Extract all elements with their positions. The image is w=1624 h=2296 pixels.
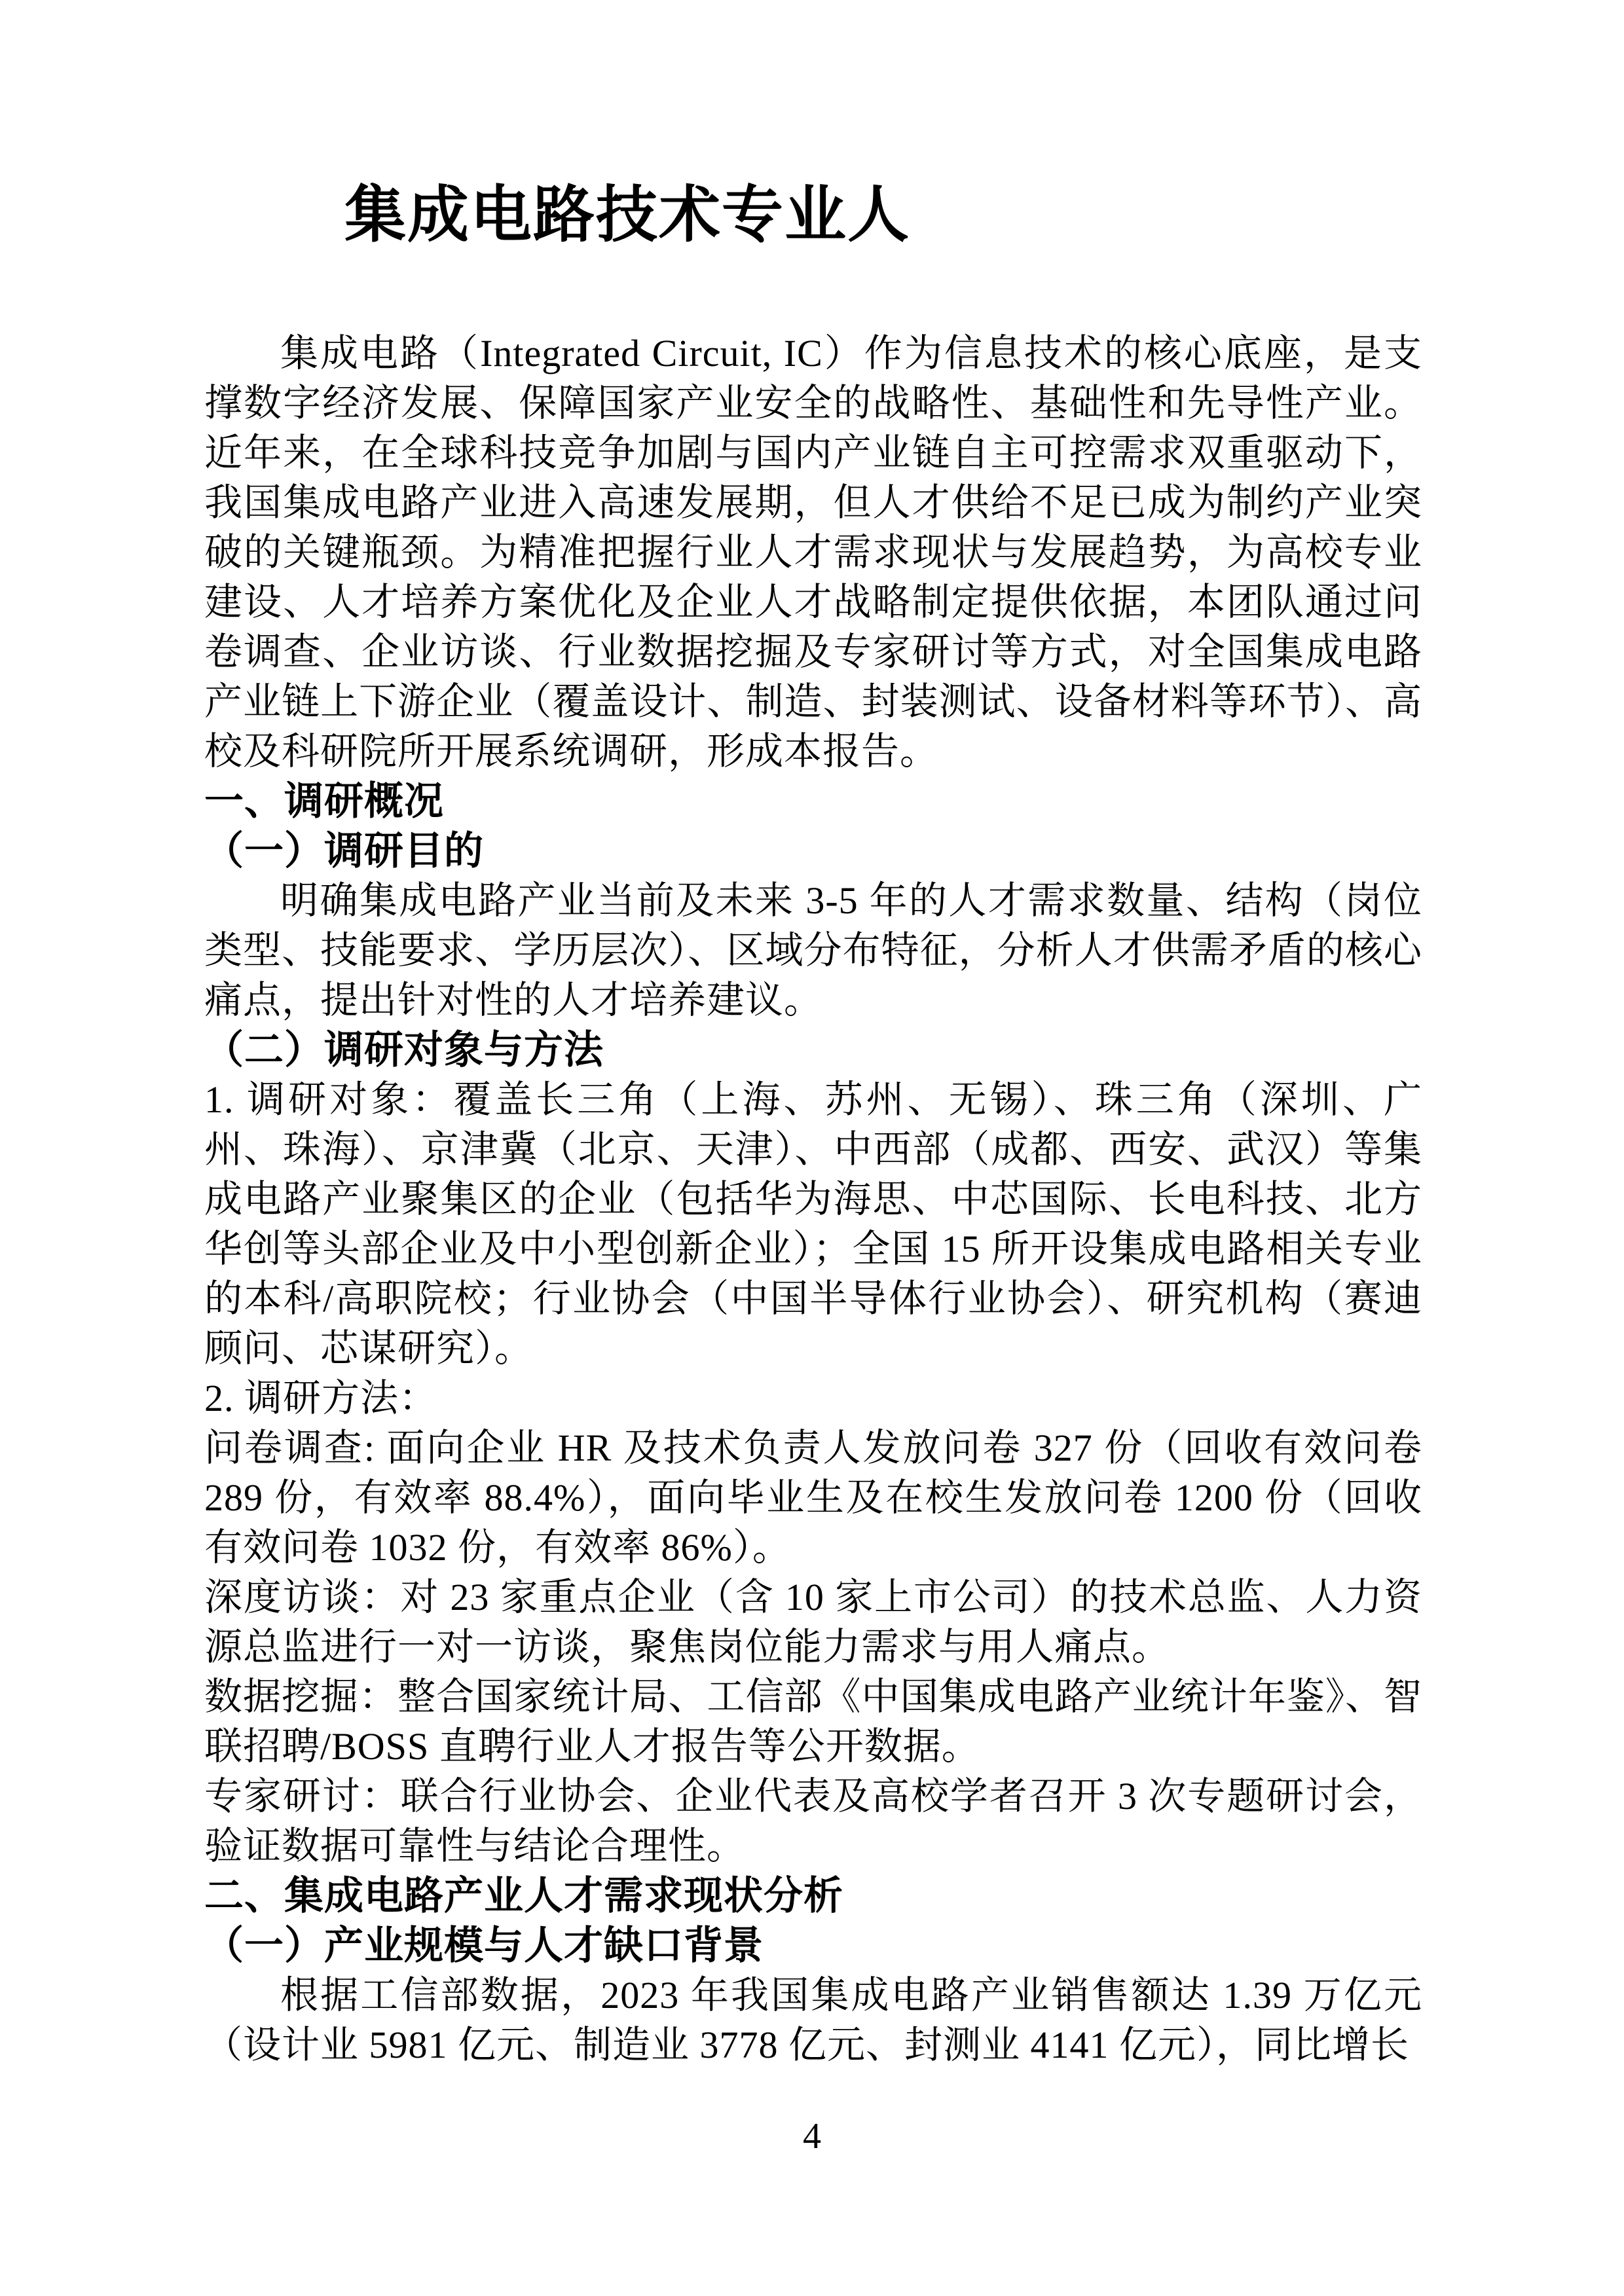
method-data-mining-paragraph: 数据挖掘：整合国家统计局、工信部《中国集成电路产业统计年鉴》、智联招聘/BOSS 直聘行业人才报告等公开数据。 xyxy=(204,1675,1422,1768)
document-body xyxy=(204,174,1422,2070)
survey-methods-label: 2. 调研方法： xyxy=(204,1377,438,1419)
method-expert-seminar-paragraph: 专家研讨：联合行业协会、企业代表及高校学者召开 3 次专题研讨会，验证数据可靠性与结论合理性。 xyxy=(204,1775,1422,1867)
method-questionnaire-paragraph: 问卷调查: 面向企业 HR 及技术负责人发放问卷 327 份（回收有效问卷 289 份，有效率 88.4%），面向毕业生及在校生发放问卷 1200 份（回收有效问卷 1032 份，有效率 86%）。 xyxy=(204,1427,1422,1569)
intro-paragraph: 集成电路（Integrated Circuit, IC）作为信息技术的核心底座，是支撑数字经济发展、保障国家产业安全的战略性、基础性和先导性产业。近年来，在全球科技竞争加剧与国内产业链自主可控需求双重驱动下，我国集成电路产业进入高速发展期，但人才供给不足已成为制约产业突破的关键瓶颈。为精准把握行业人才需求现状与发展趋势，为高校专业建设、人才培养方案优化及企业人才战略制定提供依据，本团队通过问卷调查、企业访谈、行业数据挖掘及专家研讨等方式，对全国集成电路产业链上下游企业（覆盖设计、制造、封装测试、设备材料等环节）、高校及科研院所开展系统调研，形成本报告。 xyxy=(204,332,1422,773)
subsection-heading-industry-scale: （一）产业规模与人才缺口背景 xyxy=(204,1924,764,1967)
section-heading-survey-overview: 一、调研概况 xyxy=(204,780,444,823)
survey-purpose-paragraph: 明确集成电路产业当前及未来 3-5 年的人才需求数量、结构（岗位类型、技能要求、学历层次）、区域分布特征，分析人才供需矛盾的核心痛点，提出针对性的人才培养建议。 xyxy=(204,879,1422,1021)
section-heading-demand-status: 二、集成电路产业人才需求现状分析 xyxy=(204,1874,843,1918)
page-number: 4 xyxy=(803,2116,821,2157)
subsection-heading-survey-purpose: （一）调研目的 xyxy=(204,829,484,873)
document-title: 集成电路技术专业人 xyxy=(344,181,911,249)
industry-scale-paragraph: 根据工信部数据，2023 年我国集成电路产业销售额达 1.39 万亿元（设计业 5981 亿元、制造业 3778 亿元、封测业 4141 亿元），同比增长 xyxy=(204,1974,1422,2066)
subsection-heading-targets-and-methods: （二）调研对象与方法 xyxy=(204,1029,604,1072)
survey-targets-paragraph: 1. 调研对象：覆盖长三角（上海、苏州、无锡）、珠三角（深圳、广州、珠海）、京津冀（北京、天津）、中西部（成都、西安、武汉）等集成电路产业聚集区的企业（包括华为海思、中芯国际、长电科技、北方华创等头部企业及中小型创新企业）；全国 15 所开设集成电路相关专业的本科/高职院校；行业协会（中国半导体行业协会）、研究机构（赛迪顾问、芯谋研究）。 xyxy=(204,1078,1422,1370)
method-interview-paragraph: 深度访谈：对 23 家重点企业（含 10 家上市公司）的技术总监、人力资源总监进行一对一访谈，聚焦岗位能力需求与用人痛点。 xyxy=(204,1576,1422,1668)
